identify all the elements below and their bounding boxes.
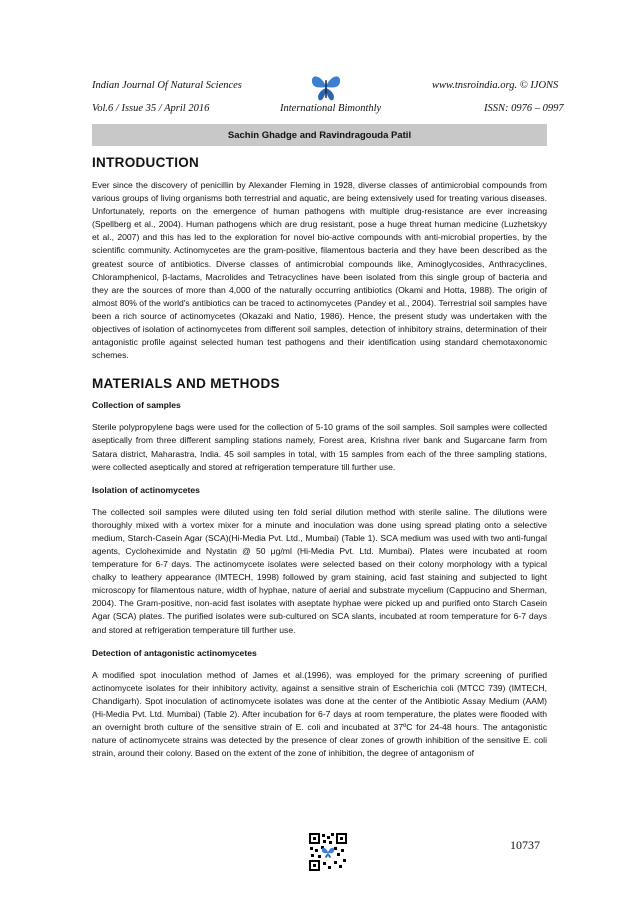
methods-heading: MATERIALS AND METHODS — [92, 376, 280, 392]
article-body — [92, 155, 547, 771]
collection-text: Sterile polypropylene bags were used for the collection of 5-10 grams of the soil samples. Soil samples were collected aseptically from three different sampling stations namely, Forest area, Krishna river bank and Sugarcane farm from Satara district, Maharastra, India. 45 soil samples in total, with 15 samples from each of the three sampling stations, were collected aseptically and stored at refrigeration temperature till further use. — [92, 422, 547, 472]
isolation-text: The collected soil samples were diluted using ten fold serial dilution method with sterile saline. The dilutions were thoroughly mixed with a vortex mixer for a minute and inoculation was done using spread plating onto a selective medium, Starch-Casein Agar (SCA)(Hi-Media Pvt. Ltd., Mumbai) (Table 1). SCA medium was used with two anti-fungal agents, Cycloheximide and Nystatin @ 50 μg/ml (Hi-Media Pvt. Ltd. Mumbai). Plates were incubated at room temperature for 6-7 days. The actinomycete isolates were selected based on their colony morphology with a typical chalky to leathery appearance (IMTECH, 1998) followed by gram staining, acid fast staining and subjected to light microscopy for filamentous nature, width of hyphae, nature of aerial and substrate mycelium (Cappucino and Sherman, 2004). The Gram-positive, non-acid fast isolates with aseptate hyphae were picked up and purified onto Starch Casein Agar (SCA) plates. The purified isolates were sub-cultured on SCA slants, incubated at room temperature for 6-7 days and stored at refrigeration temperature till further use. — [92, 506, 547, 635]
qr-code-icon — [308, 832, 348, 872]
journal-website: www.tnsroindia.org. © IJONS — [432, 80, 559, 91]
isolation-heading: Isolation of actinomycetes — [92, 484, 200, 495]
issn: ISSN: 0976 – 0997 — [484, 103, 564, 114]
butterfly-icon — [309, 70, 343, 104]
authors: Sachin Ghadge and Ravindragouda Patil — [227, 129, 412, 141]
introduction-heading: INTRODUCTION — [92, 155, 200, 170]
journal-name: Indian Journal Of Natural Sciences — [92, 80, 242, 91]
journal-frequency: International Bimonthly — [280, 103, 382, 114]
detection-text: A modified spot inoculation method of James et al.(1996), was employed for the primary screening of purified actinomycete isolates for their inhibitory activity, against a sensitive strain of Escherichia coli (MTCC 739) (IMTECH, Chandigarh). Spot inoculation of actinomycete isolates was done at the center of the Antibiotic Assay Medium (AAM) (Hi-Media Pvt. Ltd. Mumbai) (Table 2). After incubation for 6-7 days at room temperature, the plates were flooded with an overnight broth culture of the sensitive strain of E. coli and incubated at 37ºC for 24-48 hours. The antagonistic nature of actinomycete strains was detected by the presence of clear zones of growth inhibition of the sensitive E. coli strain, around their colony. Based on the extent of the zone of inhibition, the degree of antagonism of — [92, 669, 547, 759]
volume-issue: Vol.6 / Issue 35 / April 2016 — [92, 103, 210, 114]
author-bar — [92, 124, 547, 146]
page-number: 10737 — [510, 838, 540, 852]
collection-heading: Collection of samples — [92, 400, 181, 411]
introduction-text: Ever since the discovery of penicillin by Alexander Fleming in 1928, diverse classes of antimicrobial compounds from various groups of living organisms both terrestrial and aquatic, are being extensively used for treating various diseases. Unfortunately, reports on the emergence of human pathogens with multiple drug-resistance are ever increasing (Spellberg et al., 2004). Human pathogens which are drug resistant, pose a huge threat human medicine (Luzhetskyy et al., 2007) and this has led to the exploration for novel bio-active compounds with anti-microbial properties, by the scientific community. Actinomycetes are the gram-positive, filamentous bacteria and they have been described as the greatest source of antibiotics. Diverse classes of antimicrobial compounds like, Aminoglycosides, Anthracyclines, Chloramphenicol, β-lactams, Macrolides and Tetracyclines have been isolated from this single group of bacteria and they are the sources of more than 4,000 of the naturally occurring antibiotics (Okami and Hotta, 1988). The origin of almost 80% of the world's antibiotics can be traced to actinomycetes (Pandey et al., 2004). Terrestrial soil samples have been a rich source of actinomycetes (Okazaki and Natio, 1986). Hence, the present study was undertaken with the objectives of isolation of actinomycetes from different soil samples, detection of inhibitory strains, determination of their antagonistic profile against selected human test pathogens and their identification using standard chemotaxonomic schemes. — [92, 180, 547, 361]
detection-heading: Detection of antagonistic actinomycetes — [92, 647, 257, 658]
